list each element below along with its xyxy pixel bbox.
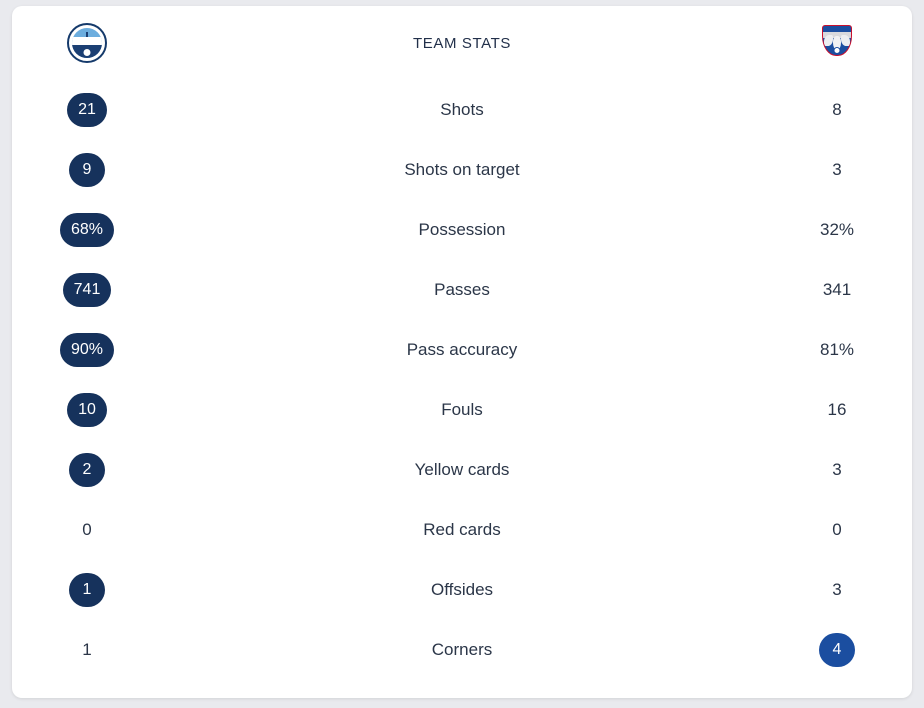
page-title: TEAM STATS <box>413 34 511 52</box>
home-value-cell <box>12 573 162 607</box>
home-team-crest-cell <box>12 23 162 63</box>
stat-row <box>12 260 912 320</box>
home-value-highlight: 68% <box>60 213 114 247</box>
home-value-highlight: 9 <box>69 153 105 187</box>
away-value: 8 <box>832 100 842 119</box>
away-value-cell <box>762 160 912 180</box>
away-value: 3 <box>832 160 842 179</box>
stat-label: Yellow cards <box>414 460 510 479</box>
team-stats-card <box>12 6 912 698</box>
home-value-highlight: 741 <box>63 273 112 307</box>
home-value-cell <box>12 213 162 247</box>
away-value: 32% <box>819 220 855 239</box>
away-value-cell <box>762 340 912 360</box>
home-value-cell <box>12 333 162 367</box>
stat-row <box>12 560 912 620</box>
away-value-cell <box>762 220 912 240</box>
home-value-cell <box>12 453 162 487</box>
stat-row <box>12 500 912 560</box>
home-value-highlight: 90% <box>60 333 114 367</box>
manchester-city-crest-icon <box>67 23 107 63</box>
stat-label: Corners <box>431 640 493 659</box>
home-value-cell <box>12 93 162 127</box>
away-value: 341 <box>822 280 852 299</box>
stat-row <box>12 140 912 200</box>
away-value-cell <box>762 580 912 600</box>
home-value-highlight: 21 <box>67 93 107 127</box>
away-value-highlight: 4 <box>819 633 855 667</box>
home-value-cell <box>12 520 162 540</box>
away-team-crest-cell <box>762 23 912 63</box>
stat-label: Red cards <box>423 520 501 539</box>
stat-row <box>12 440 912 500</box>
home-value-cell <box>12 393 162 427</box>
stat-label: Shots on target <box>404 160 520 179</box>
stat-label: Possession <box>418 220 506 239</box>
stat-row <box>12 200 912 260</box>
stats-list <box>12 80 912 680</box>
home-value-highlight: 10 <box>67 393 107 427</box>
away-value-cell <box>762 100 912 120</box>
stat-row <box>12 620 912 680</box>
away-value: 3 <box>832 580 842 599</box>
stat-label: Fouls <box>441 400 483 419</box>
away-value-cell <box>762 460 912 480</box>
stat-row <box>12 380 912 440</box>
away-value: 0 <box>832 520 842 539</box>
home-value-cell <box>12 273 162 307</box>
stat-label: Passes <box>434 280 490 299</box>
stat-label: Pass accuracy <box>406 340 518 359</box>
away-value-cell <box>762 280 912 300</box>
stat-label: Shots <box>440 100 484 119</box>
away-value: 16 <box>827 400 847 419</box>
away-value: 3 <box>832 460 842 479</box>
home-value-highlight: 1 <box>69 573 105 607</box>
stats-header <box>12 6 912 80</box>
home-value-cell <box>12 153 162 187</box>
stat-row <box>12 320 912 380</box>
stat-label: Offsides <box>430 580 494 599</box>
home-value-cell <box>12 640 162 660</box>
home-value-highlight: 2 <box>69 453 105 487</box>
away-value: 81% <box>819 340 855 359</box>
away-value-cell <box>762 520 912 540</box>
home-value: 1 <box>82 640 92 659</box>
away-value-cell <box>762 633 912 667</box>
home-value: 0 <box>82 520 92 539</box>
away-value-cell <box>762 400 912 420</box>
crystal-palace-crest-icon <box>820 23 854 63</box>
stat-row <box>12 80 912 140</box>
